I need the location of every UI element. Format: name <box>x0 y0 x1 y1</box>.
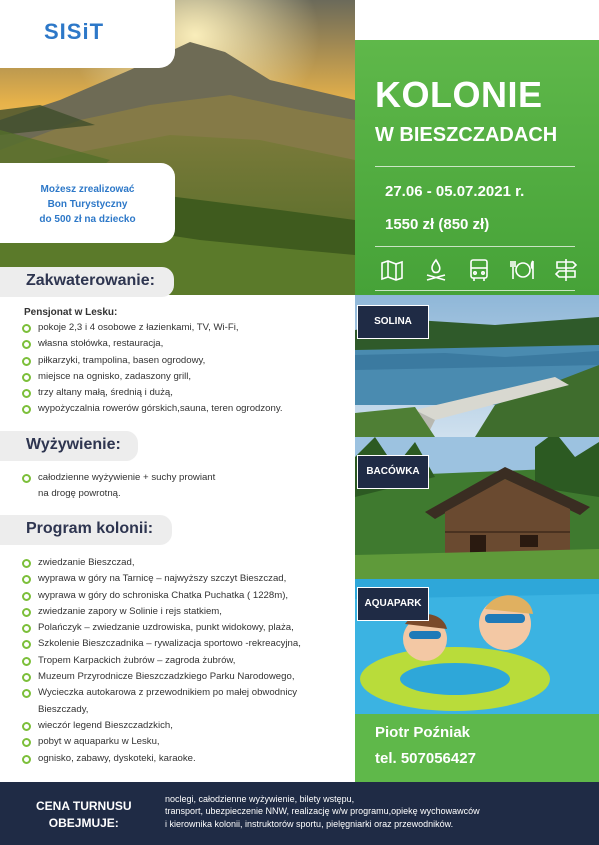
price-includes-label-line-1: CENA TURNUSU <box>36 799 132 813</box>
contact-name: Piotr Poźniak <box>375 724 471 741</box>
contact-phone[interactable]: tel. 507056427 <box>375 750 476 767</box>
contact-box <box>355 714 599 782</box>
accommodation-subheading: Pensjonat w Lesku: <box>24 307 118 318</box>
page-title: KOLONIE <box>375 74 543 115</box>
list-item-continuation: Bieszczady, <box>38 703 89 715</box>
dining-icon <box>510 257 536 283</box>
bus-icon <box>466 257 492 283</box>
price-includes-line: noclegi, całodzienne wyżywienie, bilety wstępu, <box>165 794 355 804</box>
program-heading-label: Program kolonii: <box>26 520 154 537</box>
footer <box>0 782 599 845</box>
bon-line-1: Możesz zrealizować <box>40 184 135 195</box>
list-item: całodzienne wyżywienie + suchy prowiant <box>20 470 350 486</box>
list-item: wypożyczalnia rowerów górskich,sauna, teren ogrodzony. <box>20 401 350 417</box>
map-icon <box>379 257 405 283</box>
price-includes-line: transport, ubezpieczenie NNW, realizację w/w programu,opiekę wychowawców <box>165 806 480 817</box>
logo-text: SISiT <box>44 19 105 44</box>
dates: 27.06 - 05.07.2021 r. <box>385 183 525 200</box>
photo-label-bacowka: BACÓWKA <box>357 455 429 489</box>
bon-line-3: do 500 zł na dziecko <box>39 214 136 225</box>
section-food-heading <box>0 431 138 461</box>
list-item: zwiedzanie zapory w Solinie i rejs statkiem, <box>20 604 350 620</box>
campfire-icon <box>423 257 449 283</box>
divider <box>375 246 575 247</box>
list-item: wyprawa w góry do schroniska Chatka Puchatka ( 1228m), <box>20 588 350 604</box>
page-subtitle: W BIESZCZADACH <box>375 124 558 146</box>
signpost-icon <box>553 257 579 283</box>
price-includes-label <box>36 798 132 832</box>
bacowka-photo <box>355 437 599 579</box>
price-includes-text <box>165 793 585 830</box>
list-item-continuation: na drogę powrotną. <box>38 488 121 500</box>
section-program-heading <box>0 515 172 545</box>
list-item: wieczór legend Bieszczadzkich, <box>20 718 350 734</box>
aquapark-photo <box>355 579 599 714</box>
price: 1550 zł (850 zł) <box>385 216 490 233</box>
list-item: wyprawa w góry na Tarnicę – najwyższy szczyt Bieszczad, <box>20 571 350 587</box>
accommodation-list <box>20 320 350 418</box>
list-item: pokoje 2,3 i 4 osobowe z łazienkami, TV, Wi-Fi, <box>20 320 350 336</box>
solina-photo <box>355 295 599 437</box>
list-item: piłkarzyki, trampolina, basen ogrodowy, <box>20 353 350 369</box>
list-item: Szkolenie Bieszczadnika – rywalizacja sportowo -rekreacyjna, <box>20 636 350 652</box>
list-item: własna stołówka, restauracja, <box>20 336 350 352</box>
list-item: trzy altany małą, średnią i dużą, <box>20 385 350 401</box>
logo <box>0 0 175 68</box>
bon-turystyczny-badge <box>0 163 175 243</box>
list-item: miejsce na ognisko, zadaszony grill, <box>20 369 350 385</box>
bon-line-2: Bon Turystyczny <box>47 199 128 210</box>
accommodation-heading-label: Zakwaterowanie: <box>26 272 155 289</box>
divider <box>375 290 575 291</box>
divider <box>375 166 575 167</box>
list-item: ognisko, zabawy, dyskoteki, karaoke. <box>20 751 350 767</box>
list-item: zwiedzanie Bieszczad, <box>20 555 350 571</box>
section-accommodation-heading <box>0 267 174 297</box>
food-list <box>20 470 350 503</box>
list-item: Tropem Karpackich żubrów – zagroda żubrów, <box>20 653 350 669</box>
feature-icons <box>379 256 579 284</box>
program-list <box>20 555 350 767</box>
price-includes-line: i kierownika kolonii, instruktorów sportu, pielęgniarki oraz przewodników. <box>165 818 454 829</box>
list-item: Wycieczka autokarowa z przewodnikiem po małej obwodnicy <box>20 685 350 701</box>
price-includes-label-line-2: OBEJMUJE: <box>48 816 119 830</box>
list-item: Muzeum Przyrodnicze Bieszczadzkiego Parku Narodowego, <box>20 669 350 685</box>
photo-label-aquapark: AQUAPARK <box>357 587 429 621</box>
photo-label-solina: SOLINA <box>357 305 429 339</box>
list-item: pobyt w aquaparku w Lesku, <box>20 734 350 750</box>
title-panel <box>355 40 599 295</box>
food-heading-label: Wyżywienie: <box>26 436 121 453</box>
list-item: Polańczyk – zwiedzanie uzdrowiska, punkt widokowy, plaża, <box>20 620 350 636</box>
